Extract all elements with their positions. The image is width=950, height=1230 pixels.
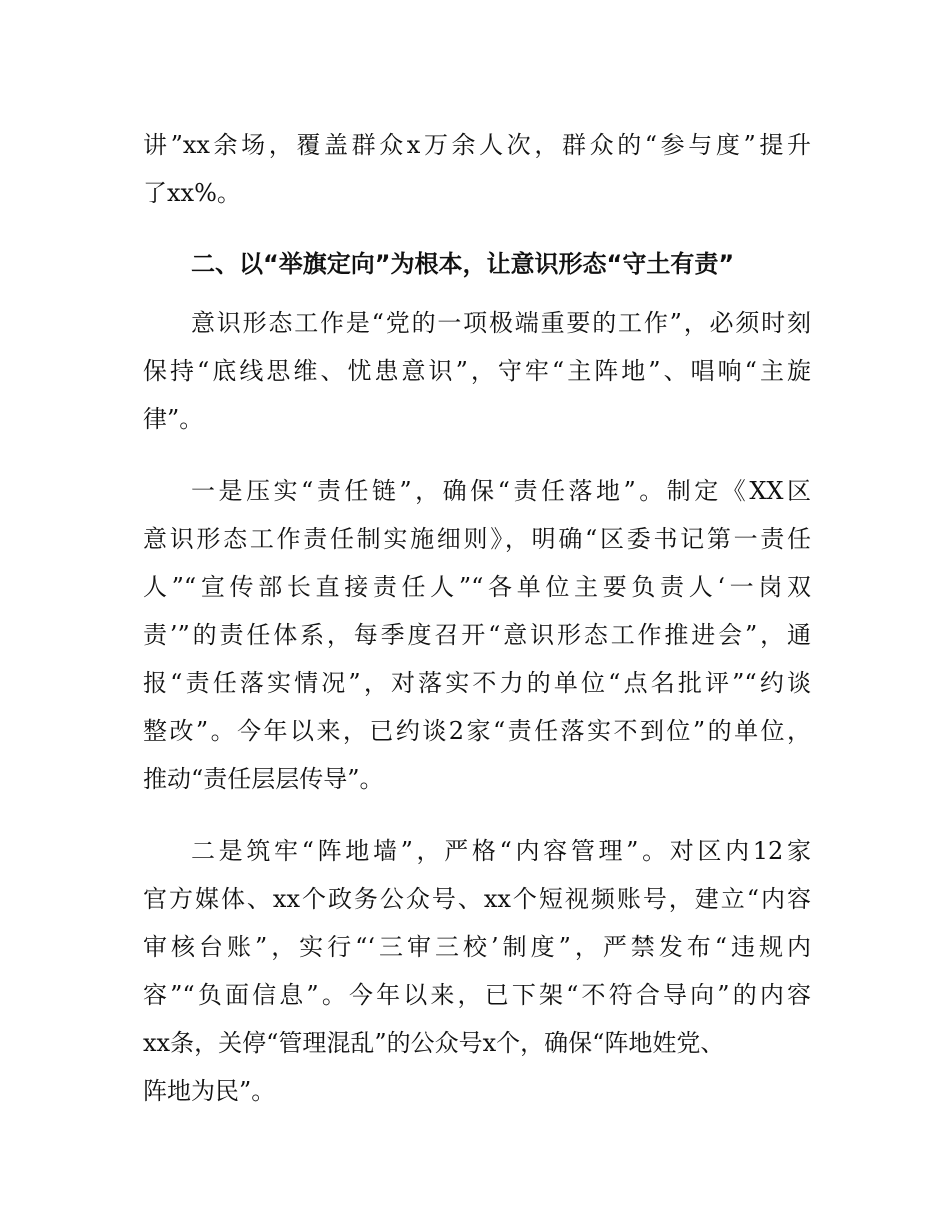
text-line: xx条，关停“管理混乱”的公众号x个，确保“阵地姓党、 <box>143 1029 725 1057</box>
text-line: 保持“底线思维、忧患意识”，守牢“主阵地”、唱响“主旋 <box>143 357 811 385</box>
paragraph-responsibility <box>143 467 811 803</box>
text-line: 了xx%。 <box>143 179 241 207</box>
text-line: 律”。 <box>143 405 204 433</box>
text-line: 讲”xx余场，覆盖群众x万余人次，群众的“参与度”提升 <box>143 131 811 159</box>
paragraph-content-management <box>143 827 811 1115</box>
text-line: 二是筑牢“阵地墙”，严格“内容管理”。对区内12家 <box>191 837 811 865</box>
text-line: 容”“负面信息”。今年以来，已下架“不符合导向”的内容 <box>143 981 811 1009</box>
text-line: 一是压实“责任链”，确保“责任落地”。制定《XX区 <box>191 477 811 505</box>
text-line: 责’”的责任体系，每季度召开“意识形态工作推进会”，通 <box>143 621 811 649</box>
text-line: 报“责任落实情况”，对落实不力的单位“点名批评”“约谈 <box>143 669 811 697</box>
text-line: 推动“责任层层传导”。 <box>143 765 384 793</box>
text-line: 人”“宣传部长直接责任人”“各单位主要负责人‘一岗双 <box>143 573 811 601</box>
section-heading: 二、以“举旗定向”为根本，让意识形态“守土有责” <box>191 250 735 278</box>
text-line: 审核台账”，实行“‘三审三校’制度”，严禁发布“违规内 <box>143 933 811 961</box>
text-line: 意识形态工作是“党的一项极端重要的工作”，必须时刻 <box>191 309 811 337</box>
text-line: 意识形态工作责任制实施细则》，明确“区委书记第一责任 <box>143 525 811 553</box>
document-page <box>143 121 811 1115</box>
paragraph-intro <box>143 299 811 443</box>
paragraph-continuation <box>143 121 811 217</box>
text-line: 阵地为民”。 <box>143 1077 276 1105</box>
text-line: 官方媒体、xx个政务公众号、xx个短视频账号，建立“内容 <box>143 885 811 913</box>
text-line: 整改”。今年以来，已约谈2家“责任落实不到位”的单位， <box>143 717 811 745</box>
